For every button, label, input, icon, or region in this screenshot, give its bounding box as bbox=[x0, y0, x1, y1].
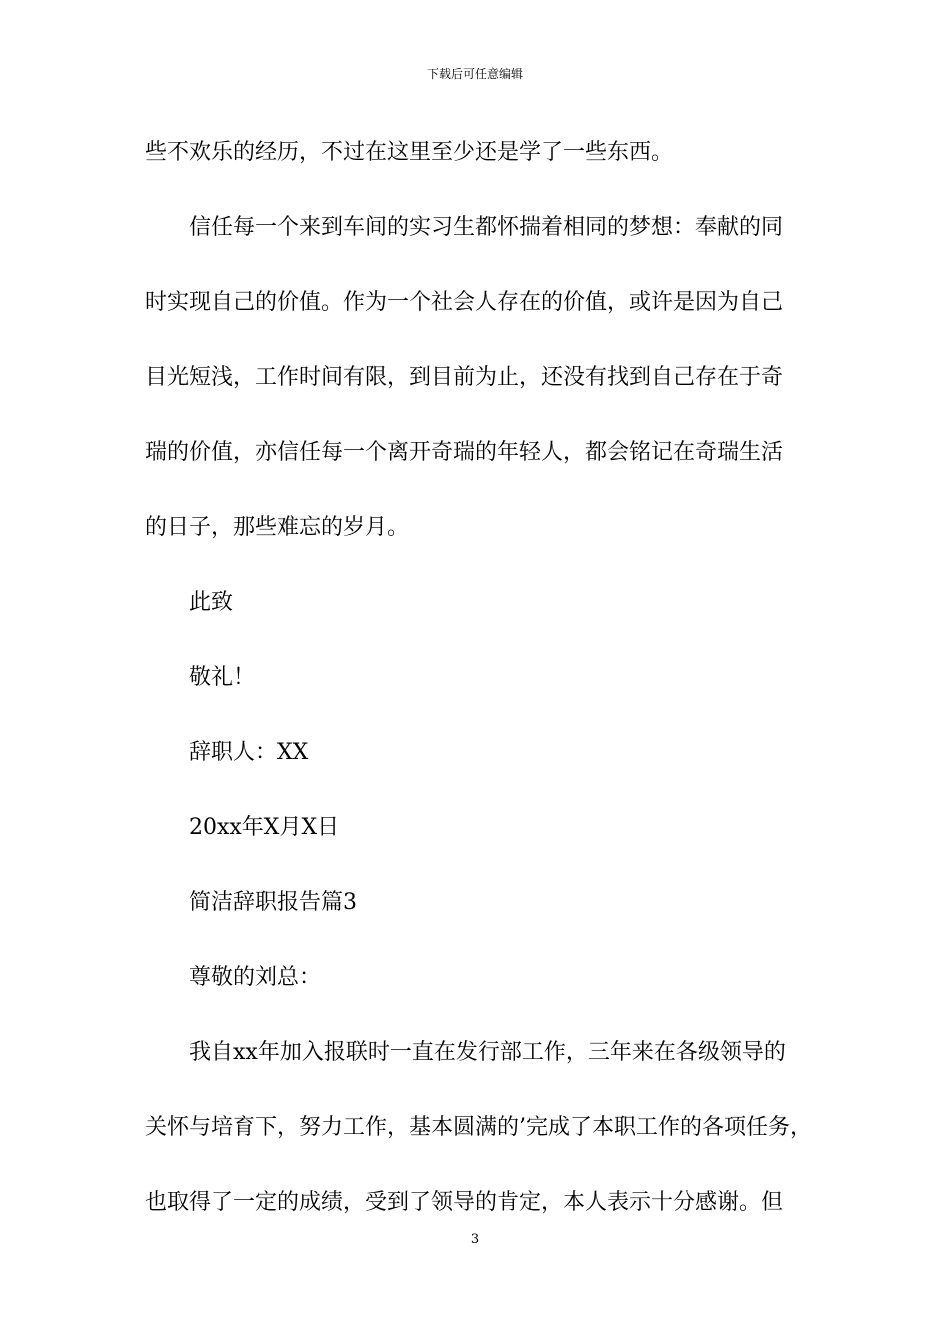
date-line: 20xx年X月X日 bbox=[189, 815, 340, 840]
text-line: 瑞的价值，亦信任每一个离开奇瑞的年轻人，都会铭记在奇瑞生活 bbox=[145, 440, 784, 465]
signatory-line: 辞职人：XX bbox=[189, 740, 309, 765]
closing-line: 此致 bbox=[189, 590, 234, 615]
text-line: 我自xx年加入报联时一直在发行部工作，三年来在各级领导的 bbox=[189, 1040, 786, 1065]
text-line: 些不欢乐的经历，不过在这里至少还是学了一些东西。 bbox=[145, 140, 674, 165]
text-line: 的日子，那些难忘的岁月。 bbox=[145, 515, 410, 540]
page-number: 3 bbox=[470, 1232, 480, 1247]
text-line: 也取得了一定的成绩，受到了领导的肯定，本人表示十分感谢。但 bbox=[145, 1190, 784, 1215]
document-body bbox=[145, 128, 817, 1227]
salutation-line: 尊敬的刘总： bbox=[189, 965, 322, 990]
text-line: 目光短浅，工作时间有限，到目前为止，还没有找到自己存在于奇 bbox=[145, 365, 784, 390]
text-line: 关怀与培育下，努力工作，基本圆满的’完成了本职工作的各项任务， bbox=[145, 1115, 812, 1140]
page-header: 下载后可任意编辑 bbox=[426, 67, 523, 81]
closing-salutation: 敬礼！ bbox=[189, 665, 256, 690]
text-line: 时实现自己的价值。作为一个社会人存在的价值，或许是因为自己 bbox=[145, 290, 784, 315]
section-title: 简洁辞职报告篇3 bbox=[189, 890, 357, 915]
text-line: 信任每一个来到车间的实习生都怀揣着相同的梦想：奉献的同 bbox=[189, 215, 784, 240]
